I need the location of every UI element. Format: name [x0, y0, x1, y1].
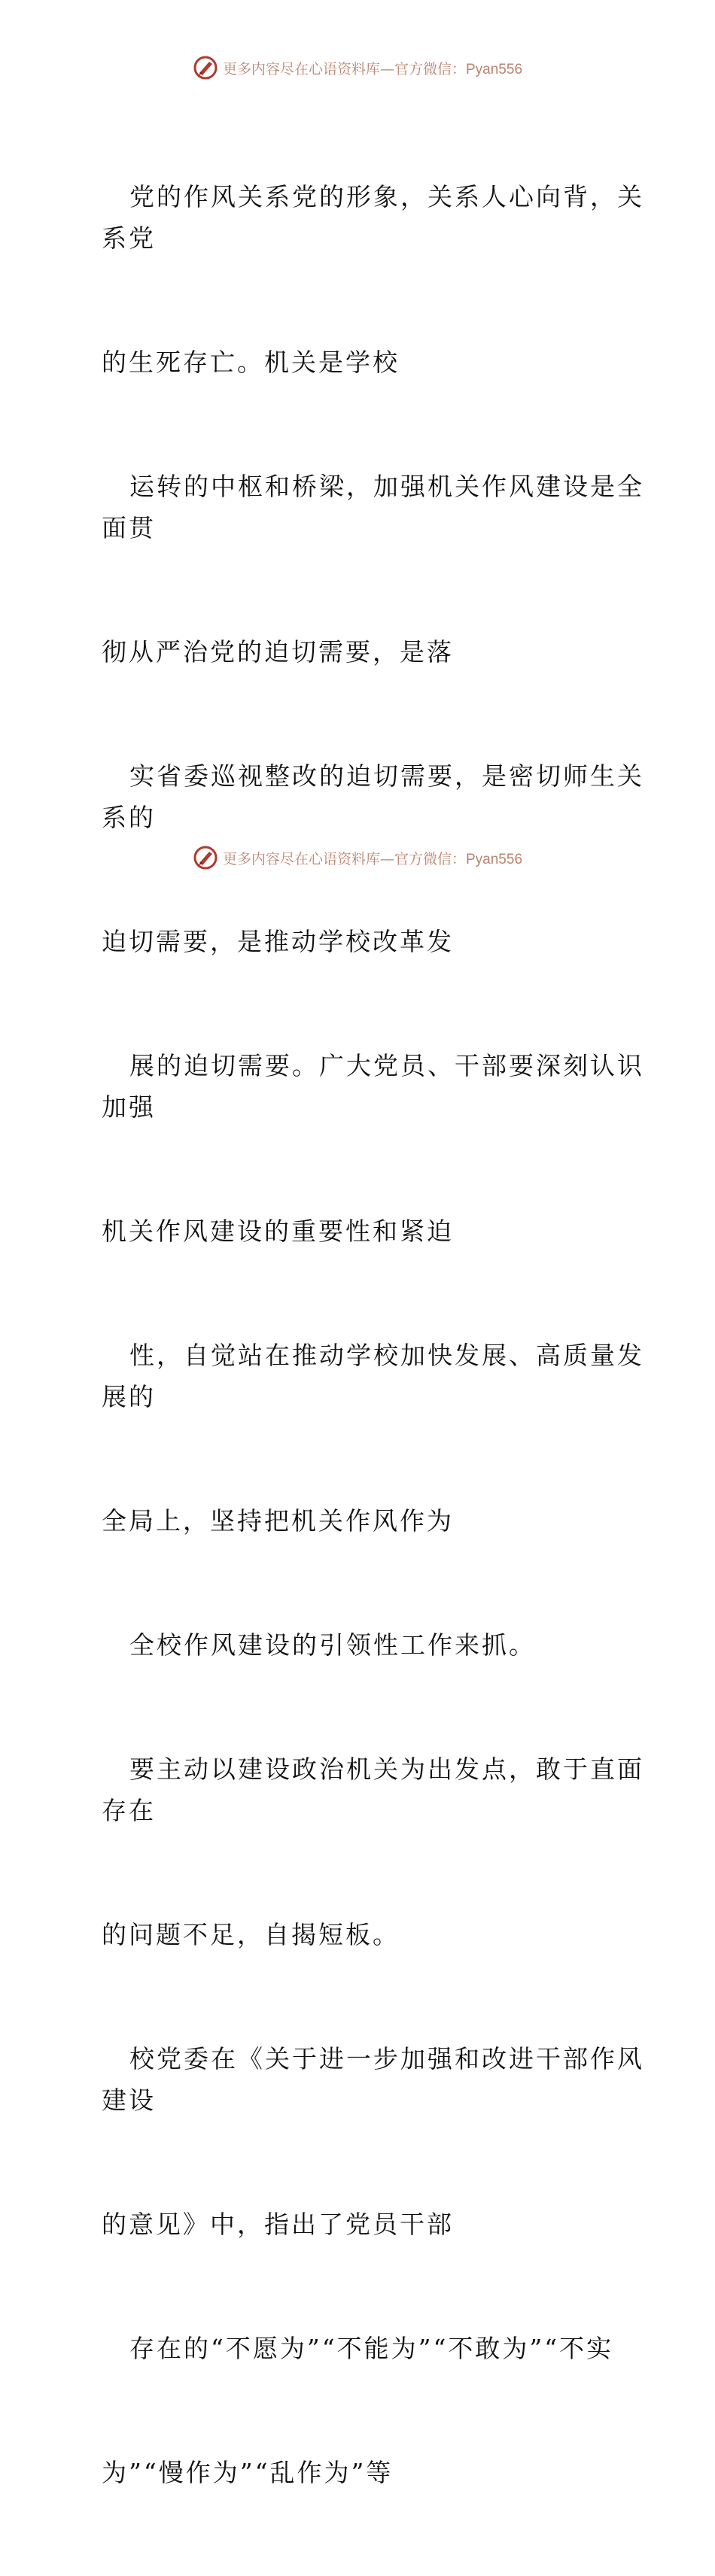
text-line: 实省委巡视整改的迫切需要，是密切师生关系的 [102, 761, 644, 832]
text-line: 全局上，坚持把机关作风作为 [102, 1506, 454, 1536]
text-line: 性，自觉站在推动学校加快发展、高质量发展的 [102, 1341, 644, 1411]
text-line: 的问题不足，自揭短板。 [102, 1920, 400, 1949]
text-line: 运转的中枢和桥梁，加强机关作风建设是全面贯 [102, 472, 644, 542]
text-line: 机关作风建设的重要性和紧迫 [102, 1217, 454, 1246]
pen-logo-icon [193, 845, 218, 870]
text-line: 校党委在《关于进一步加强和改进干部作风建设 [102, 2044, 644, 2115]
text-line: 党的作风关系党的形象，关系人心向背，关系党 [102, 182, 644, 253]
banner-text: 更多内容尽在心语资料库—官方微信： [222, 850, 466, 867]
header-banner [0, 53, 715, 83]
text-line: 全校作风建设的引领性工作来抓。 [129, 1630, 536, 1660]
text-line: 存在的“不愿为”“不能为”“不敢为”“不实 [129, 2334, 614, 2363]
text-line: 展的迫切需要。广大党员、干部要深刻认识加强 [102, 1051, 644, 1122]
document-body [74, 93, 646, 2576]
text-line: 的意见》中，指出了党员干部 [102, 2210, 454, 2239]
body-text [74, 93, 646, 2576]
text-line: 要主动以建设政治机关为出发点，敢于直面存在 [102, 1754, 644, 1825]
text-line: 迫切需要，是推动学校改革发 [102, 927, 454, 956]
text-line: 为”“慢作为”“乱作为”等 [102, 2458, 394, 2487]
text-line: 的生死存亡。机关是学校 [102, 348, 400, 377]
text-line: 彻从严治党的迫切需要，是落 [102, 637, 454, 667]
banner-text: 更多内容尽在心语资料库—官方微信： [222, 60, 466, 77]
banner-wechat-id: Pyan556 [466, 61, 523, 77]
pen-logo-icon [193, 55, 218, 80]
footer-banner [0, 843, 715, 873]
banner-wechat-id: Pyan556 [466, 851, 523, 867]
